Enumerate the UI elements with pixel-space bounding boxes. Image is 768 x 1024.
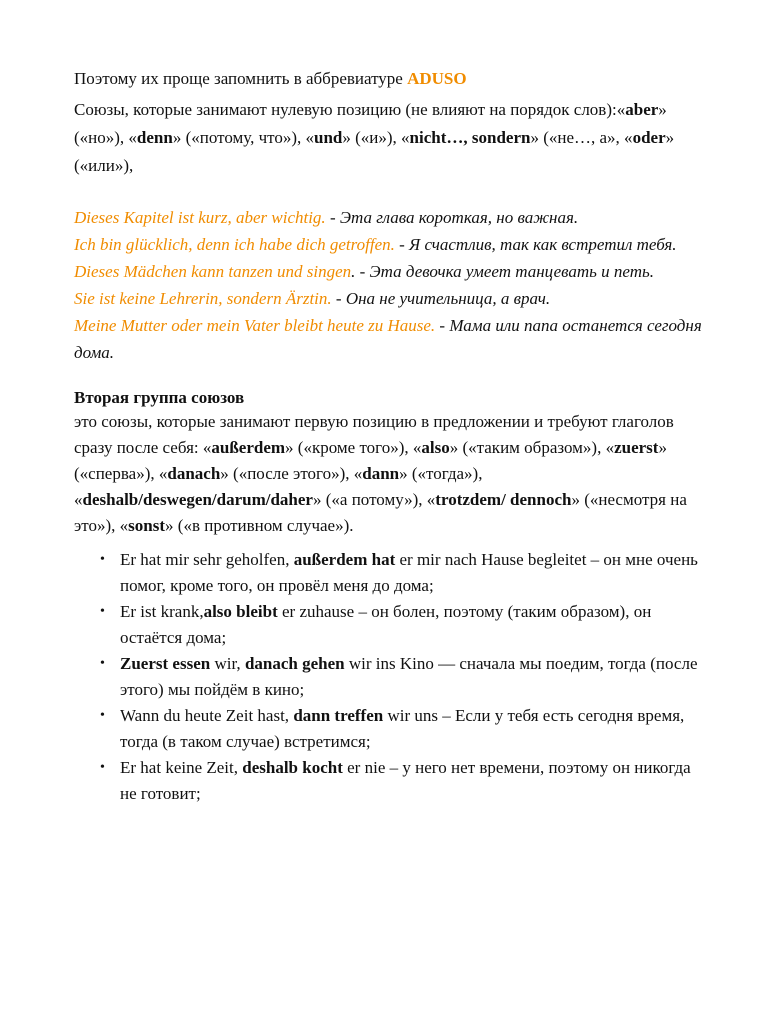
- acronym: ADUSO: [407, 69, 467, 88]
- group2-heading: Вторая группа союзов: [74, 388, 245, 407]
- example-german: Ich bin glücklich, denn ich habe dich getroffen.: [74, 235, 395, 254]
- bullet-text: wir,: [210, 654, 245, 673]
- g1-conj: nicht…, sondern: [409, 128, 531, 147]
- bullet-icon: •: [100, 656, 105, 671]
- bullet-bold: danach gehen: [244, 654, 345, 673]
- g1-text: » («или»),: [74, 128, 675, 175]
- list-item: [74, 651, 704, 703]
- example-russian: - Она не учительница, а врач.: [331, 289, 551, 308]
- g1-conj: aber: [625, 100, 659, 119]
- g2-text: » («несмотря на это»), «: [74, 490, 687, 535]
- example-russian: - Мама или папа останется сегодня дома.: [74, 316, 702, 362]
- examples-bullet-list: [74, 547, 704, 807]
- bullet-bold: Zuerst essen: [120, 654, 211, 673]
- g2-text: » («после этого»), «: [220, 464, 363, 483]
- example-line: [74, 258, 704, 285]
- example-german: Sie ist keine Lehrerin, sondern Ärztin.: [74, 289, 332, 308]
- g2-conj: dann: [362, 464, 400, 483]
- bullet-text: Er ist krank,: [120, 602, 204, 621]
- g1-conj: oder: [632, 128, 666, 147]
- bullet-text: Er hat mir sehr geholfen,: [120, 550, 294, 569]
- g2-text: » («а потому»), «: [312, 490, 436, 509]
- bullet-bold: dann treffen: [293, 706, 384, 725]
- document-content: [74, 66, 704, 807]
- bullet-text: wir uns – Если у тебя есть сегодня время, тогда (в таком случае) встретимся;: [120, 706, 685, 751]
- bullet-text: Er hat keine Zeit,: [120, 758, 243, 777]
- example-german: Dieses Kapitel ist kurz, aber wichtig.: [74, 208, 326, 227]
- examples-block: [74, 204, 704, 366]
- group1-paragraph: [74, 96, 704, 180]
- bullet-text: Wann du heute Zeit hast,: [120, 706, 294, 725]
- g1-conj: denn: [136, 128, 173, 147]
- g2-conj: deshalb/deswegen/darum/daher: [82, 490, 313, 509]
- example-german: Meine Mutter oder mein Vater bleibt heute zu Hause.: [74, 316, 436, 335]
- list-item: [74, 547, 704, 599]
- list-item: [74, 599, 704, 651]
- g1-text: » («но»), «: [74, 100, 667, 147]
- bullet-text: wir ins Kino — сначала мы поедим, тогда (после этого) мы пойдём в кино;: [120, 654, 698, 699]
- list-item: [74, 755, 704, 807]
- example-german: Dieses Mädchen kann tanzen und singen: [74, 262, 352, 281]
- g2-text: » («в противном случае»).: [165, 516, 354, 535]
- g2-text: » («таким образом»), «: [449, 438, 615, 457]
- g2-text: это союзы, которые занимают первую позицию в предложении и требуют глаголов сразу после себя: «: [74, 412, 674, 457]
- g2-text: » («тогда»), «: [74, 464, 483, 509]
- bullet-icon: •: [100, 708, 105, 723]
- g2-conj: trotzdem/ dennoch: [435, 490, 572, 509]
- example-russian: - Я счастлив, так как встретил тебя.: [394, 235, 677, 254]
- bullet-bold: außerdem hat: [293, 550, 396, 569]
- example-russian: . - Эта девочка умеет танцевать и петь.: [351, 262, 654, 281]
- g2-conj: danach: [167, 464, 221, 483]
- g2-conj: zuerst: [614, 438, 659, 457]
- bullet-bold: deshalb kocht: [242, 758, 343, 777]
- bullet-text: er mir nach Hause begleitet – он мне очень помог, кроме того, он провёл меня до дома;: [120, 550, 698, 595]
- g1-text: » («не…, а», «: [530, 128, 633, 147]
- g2-text: » («кроме того»), «: [285, 438, 422, 457]
- g2-text: » («сперва»), «: [74, 438, 667, 483]
- example-line: [74, 231, 704, 258]
- bullet-icon: •: [100, 552, 105, 567]
- g2-conj: also: [421, 438, 450, 457]
- intro-line: [74, 66, 704, 92]
- g1-text: Союзы, которые занимают нулевую позицию (не влияют на порядок слов):«: [74, 100, 626, 119]
- example-line: [74, 204, 704, 231]
- bullet-text: er nie – у него нет времени, поэтому он никогда не готовит;: [120, 758, 691, 803]
- example-russian: - Эта глава короткая, но важная.: [325, 208, 579, 227]
- g2-conj: sonst: [128, 516, 166, 535]
- g1-text: » («и»), «: [342, 128, 410, 147]
- example-line: [74, 312, 704, 366]
- example-line: [74, 285, 704, 312]
- list-item: [74, 703, 704, 755]
- group2-paragraph: [74, 409, 704, 539]
- bullet-text: er zuhause – он болен, поэтому (таким образом), он остаётся дома;: [120, 602, 652, 647]
- g2-conj: außerdem: [211, 438, 286, 457]
- bullet-bold: also bleibt: [203, 602, 278, 621]
- bullet-icon: •: [100, 604, 105, 619]
- bullet-icon: •: [100, 760, 105, 775]
- intro-text: Поэтому их проще запомнить в аббревиатуре: [74, 69, 408, 88]
- g1-text: » («потому, что»), «: [172, 128, 314, 147]
- g1-conj: und: [313, 128, 343, 147]
